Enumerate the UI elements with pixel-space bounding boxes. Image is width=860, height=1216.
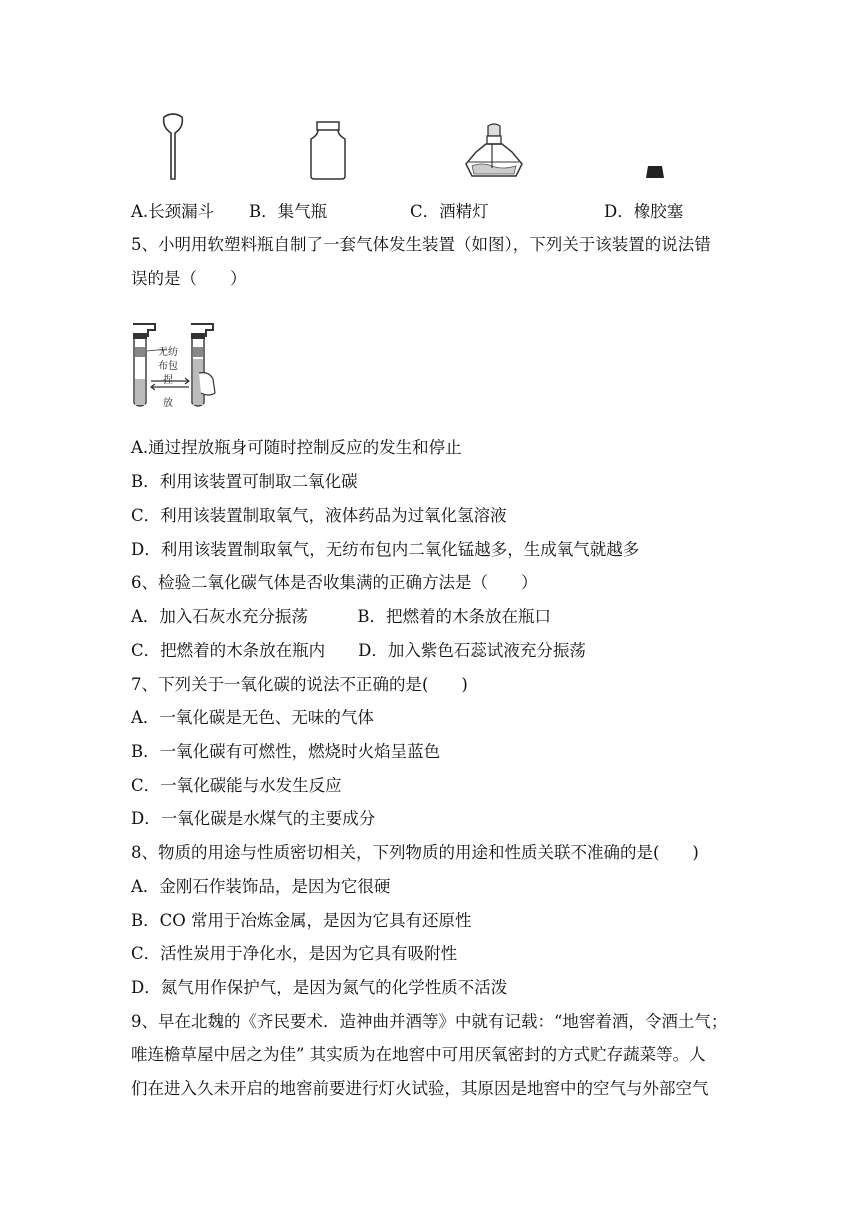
question-6-stem: 6、检验二氧化碳气体是否收集满的正确方法是（ ） (131, 573, 538, 592)
q7-option-b: B．一氧化碳有可燃性，燃烧时火焰呈蓝色 (131, 742, 441, 761)
label-release: 放 (163, 398, 173, 409)
option-label-b: B．集气瓶 (249, 202, 328, 221)
option-label-d: D．橡胶塞 (604, 202, 684, 221)
q5-option-a: A.通过捏放瓶身可随时控制反应的发生和停止 (131, 438, 462, 457)
long-neck-funnel-icon (158, 113, 188, 183)
q5-option-b: B．利用该装置可制取二氧化碳 (131, 472, 358, 491)
q7-option-d: D．一氧化碳是水煤气的主要成分 (131, 809, 376, 828)
question-5-line-2: 误的是（ ） (131, 269, 247, 288)
q6-options-ab: A．加入石灰水充分振荡 B．把燃着的木条放在瓶口 (131, 607, 552, 626)
label-squeeze: 捏 (163, 375, 173, 386)
alcohol-lamp-icon (462, 122, 526, 182)
question-9-line-2: 唯连檐草屋中居之为佳” 其实质为在地窖中可用厌氧密封的方式贮存蔬菜等。人 (131, 1045, 706, 1064)
question-5-line-1: 5、小明用软塑料瓶自制了一套气体发生装置（如图），下列关于该装置的说法错 (131, 235, 711, 254)
label-bag: 布包 (158, 361, 178, 372)
label-nonwoven: 无纺 (158, 347, 178, 358)
question-9-line-1: 9、早在北魏的《齐民要术．造神曲并酒等》中就有记载：“地窖着酒，令酒土气； (131, 1012, 728, 1031)
gas-bottle-icon (306, 121, 350, 181)
q6-options-cd: C．把燃着的木条放在瓶内 D．加入紫色石蕊试液充分振荡 (131, 641, 586, 660)
q8-option-b: B．CO 常用于冶炼金属，是因为它具有还原性 (131, 911, 472, 930)
q7-option-a: A．一氧化碳是无色、无味的气体 (131, 708, 374, 727)
q8-option-d: D．氮气用作保护气，是因为氮气的化学性质不活泼 (131, 978, 508, 997)
option-label-a: A.长颈漏斗 (131, 202, 215, 221)
q5-option-d: D．利用该装置制取氧气，无纺布包内二氧化锰越多，生成氧气就越多 (131, 540, 640, 559)
q8-option-a: A．金刚石作装饰品，是因为它很硬 (131, 877, 391, 896)
option-label-c: C．酒精灯 (410, 202, 489, 221)
q8-option-c: C．活性炭用于净化水，是因为它具有吸附性 (131, 944, 458, 963)
q5-option-c: C．利用该装置制取氧气，液体药品为过氧化氢溶液 (131, 506, 507, 525)
question-8-stem: 8、物质的用途与性质密切相关，下列物质的用途和性质关联不准确的是( ) (131, 843, 699, 862)
gas-generator-figure (129, 321, 219, 411)
rubber-stopper-icon (645, 164, 665, 180)
question-9-line-3: 们在进入久未开启的地窖前要进行灯火试验，其原因是地窖中的空气与外部空气 (131, 1079, 709, 1098)
question-7-stem: 7、下列关于一氧化碳的说法不正确的是( ) (131, 675, 468, 694)
q7-option-c: C．一氧化碳能与水发生反应 (131, 776, 342, 795)
